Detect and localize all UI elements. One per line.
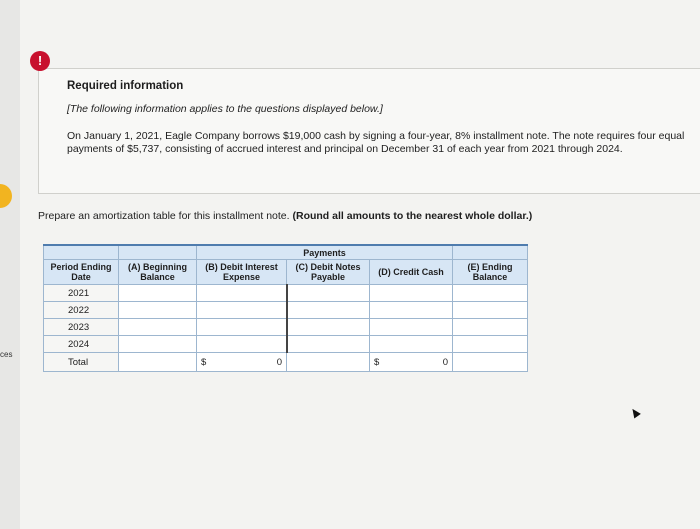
side-tab-label[interactable]: ces (0, 350, 13, 359)
dollar-sign: $ (374, 356, 380, 368)
table-row (44, 302, 528, 319)
beginning-balance-input[interactable] (119, 336, 197, 353)
notes-payable-input[interactable] (287, 285, 370, 302)
notes-payable-input[interactable] (287, 336, 370, 353)
instructions-emphasis: (Round all amounts to the nearest whole dollar.) (292, 210, 533, 222)
table-row (44, 285, 528, 302)
total-row (44, 353, 528, 372)
table-row (44, 336, 528, 353)
alert-icon: ! (30, 51, 50, 71)
header-blank (119, 245, 197, 260)
period-cell: 2021 (44, 285, 119, 302)
dollar-sign: $ (201, 356, 207, 368)
total-cash-value: 0 (442, 356, 448, 368)
left-edge-panel (0, 0, 20, 529)
required-info-title: Required information (67, 80, 184, 92)
mouse-cursor-icon (629, 407, 641, 419)
col-debit-notes-payable: (C) Debit Notes Payable (287, 260, 370, 285)
period-cell: 2023 (44, 319, 119, 336)
total-credit-cash (370, 353, 453, 372)
notes-payable-input[interactable] (287, 302, 370, 319)
total-label: Total (44, 353, 119, 372)
total-blank-cell (287, 353, 370, 372)
payments-group-header: Payments (197, 245, 453, 260)
amortization-table (43, 244, 528, 372)
total-interest-value: 0 (276, 356, 282, 368)
notes-payable-input[interactable] (287, 319, 370, 336)
credit-cash-input[interactable] (370, 302, 453, 319)
ending-balance-input[interactable] (453, 319, 528, 336)
credit-cash-input[interactable] (370, 319, 453, 336)
total-interest-expense (197, 353, 287, 372)
ending-balance-input[interactable] (453, 285, 528, 302)
beginning-balance-input[interactable] (119, 319, 197, 336)
credit-cash-input[interactable] (370, 336, 453, 353)
period-cell: 2024 (44, 336, 119, 353)
col-credit-cash: (D) Credit Cash (370, 260, 453, 285)
required-info-subtitle: [The following information applies to the questions displayed below.] (67, 103, 383, 115)
col-beginning-balance: (A) Beginning Balance (119, 260, 197, 285)
ending-balance-input[interactable] (453, 336, 528, 353)
total-blank-cell (453, 353, 528, 372)
total-blank-cell (119, 353, 197, 372)
table-row (44, 319, 528, 336)
header-blank (44, 245, 119, 260)
required-info-body: On January 1, 2021, Eagle Company borrows $19,000 cash by signing a four-year, 8% installment note. The note requires four equal payments of $5,737, consisting of accrued interest and principal on December 31 of each year from 2021 through 2024. (67, 130, 685, 155)
beginning-balance-input[interactable] (119, 302, 197, 319)
interest-expense-input[interactable] (197, 336, 287, 353)
interest-expense-input[interactable] (197, 285, 287, 302)
interest-expense-input[interactable] (197, 302, 287, 319)
col-ending-balance: (E) Ending Balance (453, 260, 528, 285)
interest-expense-input[interactable] (197, 319, 287, 336)
col-period-ending-date: Period Ending Date (44, 260, 119, 285)
period-cell: 2022 (44, 302, 119, 319)
col-debit-interest-expense: (B) Debit Interest Expense (197, 260, 287, 285)
beginning-balance-input[interactable] (119, 285, 197, 302)
instructions-text: Prepare an amortization table for this installment note. (38, 210, 290, 222)
credit-cash-input[interactable] (370, 285, 453, 302)
ending-balance-input[interactable] (453, 302, 528, 319)
header-blank (453, 245, 528, 260)
instructions (38, 210, 532, 222)
